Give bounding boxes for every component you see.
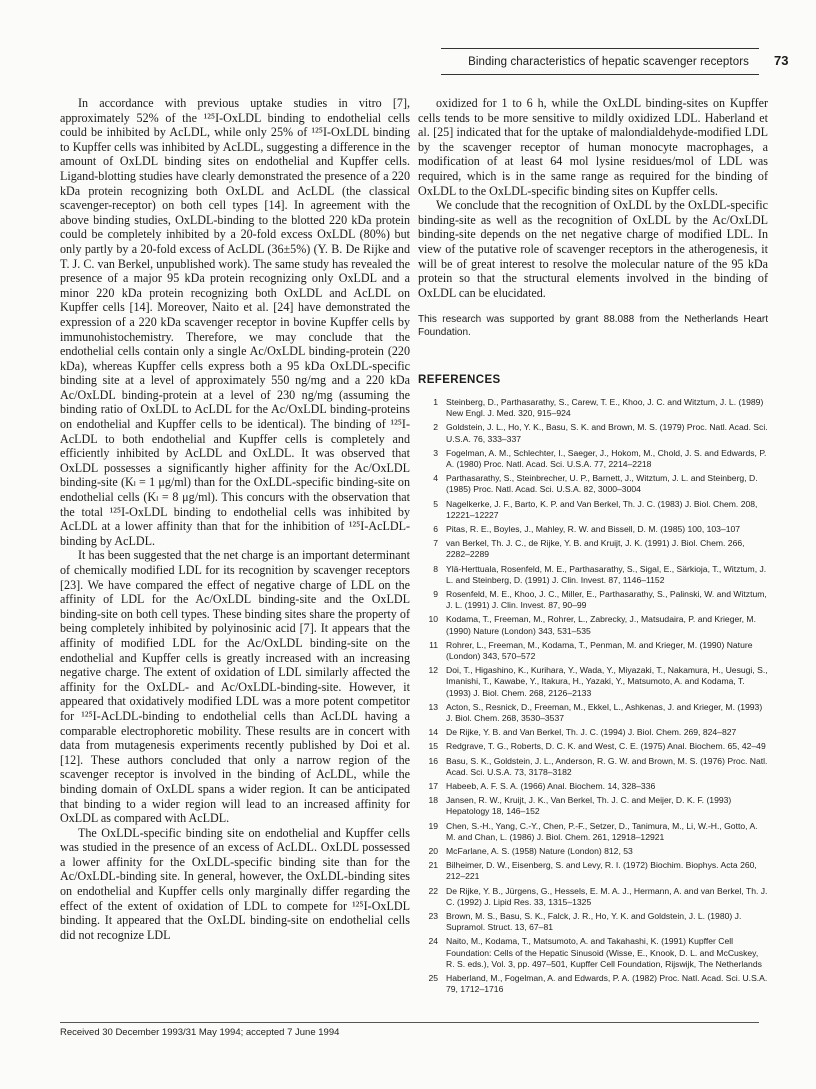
reference-number: 18 xyxy=(428,795,438,806)
reference-text: Fogelman, A. M., Schlechter, I., Saeger, J., Hokom, M., Chold, J. S. and Edwards, P. A. (1980) Proc. Natl. Acad. Sci. U.S.A. 77, 2214–2218 xyxy=(446,447,767,469)
reference-number: 12 xyxy=(428,665,438,676)
reference-item xyxy=(418,846,768,857)
received-dates: Received 30 December 1993/31 May 1994; accepted 7 June 1994 xyxy=(60,1027,340,1038)
reference-text: Steinberg, D., Parthasarathy, S., Carew, T. E., Khoo, J. C. and Witztum, J. L. (1989) New Engl. J. Med. 320, 915–924 xyxy=(446,396,764,419)
reference-text: Basu, S. K., Goldstein, J. L., Anderson, R. G. W. and Brown, M. S. (1976) Proc. Natl. Acad. Sci. U.S.A. 73, 3178–3182 xyxy=(446,755,768,777)
reference-text: Rosenfeld, M. E., Khoo, J. C., Miller, E., Parthasarathy, S., Palinski, W. and Witztum, J. L. (1991) J. Clin. Invest. 87, 90–99 xyxy=(446,588,767,611)
reference-item xyxy=(418,614,768,636)
reference-item xyxy=(418,936,768,970)
reference-text: Habeeb, A. F. S. A. (1966) Anal. Biochem. 14, 328–336 xyxy=(446,781,656,791)
reference-number: 16 xyxy=(428,755,438,766)
reference-item xyxy=(418,795,768,817)
body-paragraph: It has been suggested that the net charge is an important determinant of chemically modified LDL for its recognition by scavenger receptors [23]. We have compared the effect of negative charge of LDL on the affinity of LDL for the Ac/OxLDL binding-site and the OxLDL binding-site on both cell types. These binding sites share the property of being completely inhibited by polyinosinic acid [7]. It appears that the affinity of modified LDL for the Ac/OxLDL binding-site on the endothelial and Kupffer cells is greatly increased with an increasing negative charge. The extent of oxidation of LDL similarly affected the affinity for the OxLDL- and Ac/OxLDL-binding-site. However, it appeared that oxidatively modified LDL was a more potent competitor for ¹²⁵I-AcLDL-binding to endothelial cells than AcLDL having a comparable electrophoretic mobility. These results are in concert with data from mutagenesis experiments recently published by Doi et al. [12]. These authors concluded that only a narrow region of the scavenger receptor is involved in the binding of AcLDL, while the binding domain of OxLDL spans a wider region. It can be anticipated that binding to a wider region will lead to an increased affinity for OxLDL as compared with AcLDL. xyxy=(60,548,410,826)
reference-number: 6 xyxy=(433,523,438,534)
reference-number: 21 xyxy=(428,860,438,871)
reference-item xyxy=(418,499,768,521)
reference-text: Kodama, T., Freeman, M., Rohrer, L., Zabrecky, J., Matsudaira, P. and Krieger, M. (1990) Nature (London) 343, 531–535 xyxy=(446,614,756,636)
reference-text: De Rijke, Y. B., Jürgens, G., Hessels, E. M. A. J., Hermann, A. and van Berkel, Th. J. C. (1992) J. Lipid Res. 33, 1315–1325 xyxy=(446,885,768,907)
reference-number: 5 xyxy=(433,498,438,509)
reference-number: 10 xyxy=(428,614,438,625)
reference-text: Brown, M. S., Basu, S. K., Falck, J. R., Ho, Y. K. and Goldstein, J. L. (1980) J. Supramol. Struct. 13, 67–81 xyxy=(446,911,742,933)
reference-number: 20 xyxy=(428,846,438,857)
body-paragraph: oxidized for 1 to 6 h, while the OxLDL binding-sites on Kupffer cells tends to be more sensitive to mildly oxidized LDL. Haberland et al. [25] indicated that for the uptake of malondialdehyde-modified LDL by the scavenger receptor of human monocyte macrophages, a modification of at least 64 mol lysine residues/mol of LDL was required, which is in the same range as required for the binding of OxLDL to the OxLDL-specific binding sites on Kupffer cells. xyxy=(418,96,768,198)
reference-list xyxy=(418,397,768,996)
reference-number: 23 xyxy=(428,911,438,922)
reference-number: 4 xyxy=(433,473,438,484)
reference-text: Jansen, R. W., Kruijt, J. K., Van Berkel, Th. J. C. and Meijer, D. K. F. (1993) Hepatology 18, 146–152 xyxy=(446,795,732,817)
right-column xyxy=(418,96,768,998)
reference-text: van Berkel, Th. J. C., de Rijke, Y. B. and Kruijt, J. K. (1991) J. Biol. Chem. 266, 2282–2289 xyxy=(446,538,745,560)
reference-item xyxy=(418,422,768,444)
reference-item xyxy=(418,564,768,586)
reference-item xyxy=(418,538,768,560)
reference-number: 11 xyxy=(429,639,438,650)
reference-number: 1 xyxy=(433,396,438,407)
reference-item xyxy=(418,781,768,792)
reference-number: 2 xyxy=(433,422,438,433)
reference-item xyxy=(418,886,768,908)
reference-number: 22 xyxy=(428,885,438,896)
reference-number: 9 xyxy=(433,588,438,599)
reference-number: 19 xyxy=(428,820,438,831)
reference-text: Bilheimer, D. W., Eisenberg, S. and Levy, R. I. (1972) Biochim. Biophys. Acta 260, 212–221 xyxy=(446,860,757,882)
reference-item xyxy=(418,524,768,535)
reference-item xyxy=(418,911,768,933)
reference-item xyxy=(418,860,768,882)
reference-number: 15 xyxy=(428,741,438,752)
reference-text: Parthasarathy, S., Steinbrecher, U. P., Barnett, J., Witztum, J. L. and Steinberg, D. (1985) Proc. Natl. Acad. Sci. U.S.A. 82, 3000–3004 xyxy=(446,473,758,495)
footer-divider xyxy=(60,1022,759,1023)
reference-item xyxy=(418,589,768,611)
reference-number: 8 xyxy=(433,563,438,574)
reference-text: Nagelkerke, J. F., Barto, K. P. and Van Berkel, Th. J. C. (1983) J. Biol. Chem. 208, 12221–12227 xyxy=(446,498,758,520)
reference-text: Ylä-Herttuala, Rosenfeld, M. E., Parthasarathy, S., Sigal, E., Särkioja, T., Witztum, J. L. and Steinberg, D. (1991) J. Clin. Invest. 87, 1146–1152 xyxy=(446,563,767,585)
reference-item xyxy=(418,448,768,470)
body-paragraph: The OxLDL-specific binding site on endothelial and Kupffer cells was studied in the presence of an excess of AcLDL. OxLDL possessed a lower affinity for the OxLDL-specific binding site than for the Ac/OxLDL-binding site. In general, however, the OxLDL-binding sites on endothelial and Kupffer cells only marginally differ regarding the effect of the extent of oxidation of LDL to compete for ¹²⁵I-OxLDL binding. It appeared that the OxLDL binding-site on endothelial cells did not recognize LDL xyxy=(60,825,410,942)
page-number: 73 xyxy=(774,53,789,68)
reference-item xyxy=(418,473,768,495)
reference-item xyxy=(418,756,768,778)
left-column xyxy=(60,96,410,942)
reference-text: Pitas, R. E., Boyles, J., Mahley, R. W. and Bissell, D. M. (1985) 100, 103–107 xyxy=(446,523,741,534)
reference-item xyxy=(418,741,768,752)
reference-item xyxy=(418,665,768,699)
reference-text: Redgrave, T. G., Roberts, D. C. K. and West, C. E. (1975) Anal. Biochem. 65, 42–49 xyxy=(446,741,766,752)
body-paragraph: We conclude that the recognition of OxLDL by the OxLDL-specific binding-site as well as the recognition of OxLDL by the Ac/OxLDL binding-site depends on the net negative charge of modified LDL. In view of the putative role of scavenger receptors in the atherogenesis, it will be of great interest to resolve the molecular nature of the 95 kDa protein so that the structural elements involved in the binding of OxLDL can be elucidated. xyxy=(418,198,768,300)
reference-number: 13 xyxy=(428,701,438,712)
running-title: Binding characteristics of hepatic scavenger receptors xyxy=(468,55,749,68)
reference-item xyxy=(418,727,768,738)
reference-text: De Rijke, Y. B. and Van Berkel, Th. J. C. (1994) J. Biol. Chem. 269, 824–827 xyxy=(446,727,737,738)
reference-text: Rohrer, L., Freeman, M., Kodama, T., Penman, M. and Krieger, M. (1990) Nature (London) 343, 570–572 xyxy=(446,639,753,661)
reference-text: McFarlane, A. S. (1958) Nature (London) 812, 53 xyxy=(446,846,633,857)
reference-text: Acton, S., Resnick, D., Freeman, M., Ekkel, L., Ashkenas, J. and Krieger, M. (1993) J. Biol. Chem. 268, 3530–3537 xyxy=(446,701,763,723)
reference-number: 14 xyxy=(428,727,438,738)
reference-number: 7 xyxy=(433,538,438,549)
reference-item xyxy=(418,640,768,662)
reference-text: Chen, S.-H., Yang, C.-Y., Chen, P.-F., Setzer, D., Tanimura, M., Li, W.-H., Gotto, A. M. and Chan, L. (1986) J. Biol. Chem. 261, 12918–12921 xyxy=(446,820,758,842)
references-heading: REFERENCES xyxy=(418,374,501,387)
reference-number: 25 xyxy=(428,973,438,984)
acknowledgement: This research was supported by grant 88.088 from the Netherlands Heart Foundation. xyxy=(418,314,768,339)
reference-number: 3 xyxy=(433,447,438,458)
reference-item xyxy=(418,702,768,724)
running-header xyxy=(441,48,759,75)
body-paragraph: In accordance with previous uptake studies in vitro [7], approximately 52% of the ¹²⁵I-OxLDL binding to endothelial cells could be inhibited by AcLDL, while only 25% of ¹²⁵I-OxLDL binding to Kupffer cells was inhibited by AcLDL, suggesting a difference in the amount of OxLDL binding sites on endothelial and Kupffer cells. Ligand-blotting studies have clearly demonstrated the presence of a 220 kDa protein recognizing both OxLDL and AcLDL (the classical scavenger-receptor) on both cell types [14]. In agreement with the above binding studies, OxLDL-binding to the blotted 220 kDa protein could be completely inhibited by a 20-fold excess OxLDL (80%) but only partly by a 20-fold excess of AcLDL (36±5%) (Y. B. De Rijke and T. J. C. van Berkel, unpublished work). The same study has revealed the presence of a major 95 kDa protein recognizing only OxLDL and a minor 220 kDa protein recognizing both OxLDL and AcLDL on Kupffer cells [14]. Moreover, Naito et al. [24] have demonstrated the expression of a 220 kDa scavenger receptor in bovine Kupffer cells by immunohistochemistry. Therefore, we may conclude that the endothelial cells contain only a single Ac/OxLDL binding-protein (220 kDa), whereas Kupffer cells express both a 95 kDa OxLDL-specific binding site at a level of approximately 550 ng/mg and a 220 kDa Ac/OxLDL binding-protein at a level of 230 ng/mg (assuming the binding ratio of OxLDL to AcLDL for the Ac/OxLDL binding-proteins on endothelial and Kupffer cells to be identical). The binding of ¹²⁵I-AcLDL to both endothelial and Kupffer cells is completely and efficiently inhibited by AcLDL and OxLDL. It was observed that OxLDL possesses a significantly higher affinity for the Ac/OxLDL binding-site (Kₗ = 1 μg/ml) than for the OxLDL-specific binding-site on endothelial cells (Kₗ = 8 μg/ml). This concurs with the observation that the total ¹²⁵I-OxLDL binding to endothelial cells was inhibited by AcLDL at a lower affinity than that for the inhibition of ¹²⁵I-AcLDL-binding by AcLDL. xyxy=(60,96,410,548)
reference-number: 24 xyxy=(428,936,438,947)
reference-item xyxy=(418,397,768,419)
reference-number: 17 xyxy=(428,781,438,791)
reference-item xyxy=(418,973,768,995)
reference-text: Naito, M., Kodama, T., Matsumoto, A. and Takahashi, K. (1991) Kupffer Cell Foundation: Cells of the Hepatic Sinusoid (Wisse, E., Knook, D. L. and McCuskey, R. S. eds.), Vol. 3, pp. 497–501, Kupffer Cell Foundation, Rijswijk, The Netherlands xyxy=(446,936,762,969)
reference-text: Goldstein, J. L., Ho, Y. K., Basu, S. K. and Brown, M. S. (1979) Proc. Natl. Acad. Sci. U.S.A. 76, 333–337 xyxy=(446,422,768,444)
reference-text: Haberland, M., Fogelman, A. and Edwards, P. A. (1982) Proc. Natl. Acad. Sci. U.S.A. 79, 1712–1716 xyxy=(446,973,768,995)
reference-text: Doi, T., Higashino, K., Kurihara, Y., Wada, Y., Miyazaki, T., Nakamura, H., Uesugi, S., Imanishi, T., Kawabe, Y., Itakura, H., Yazaki, Y., Matsumoto, A. and Kodama, T. (1993) J. Biol. Chem. 268, 2126–2133 xyxy=(446,665,768,698)
reference-item xyxy=(418,821,768,843)
